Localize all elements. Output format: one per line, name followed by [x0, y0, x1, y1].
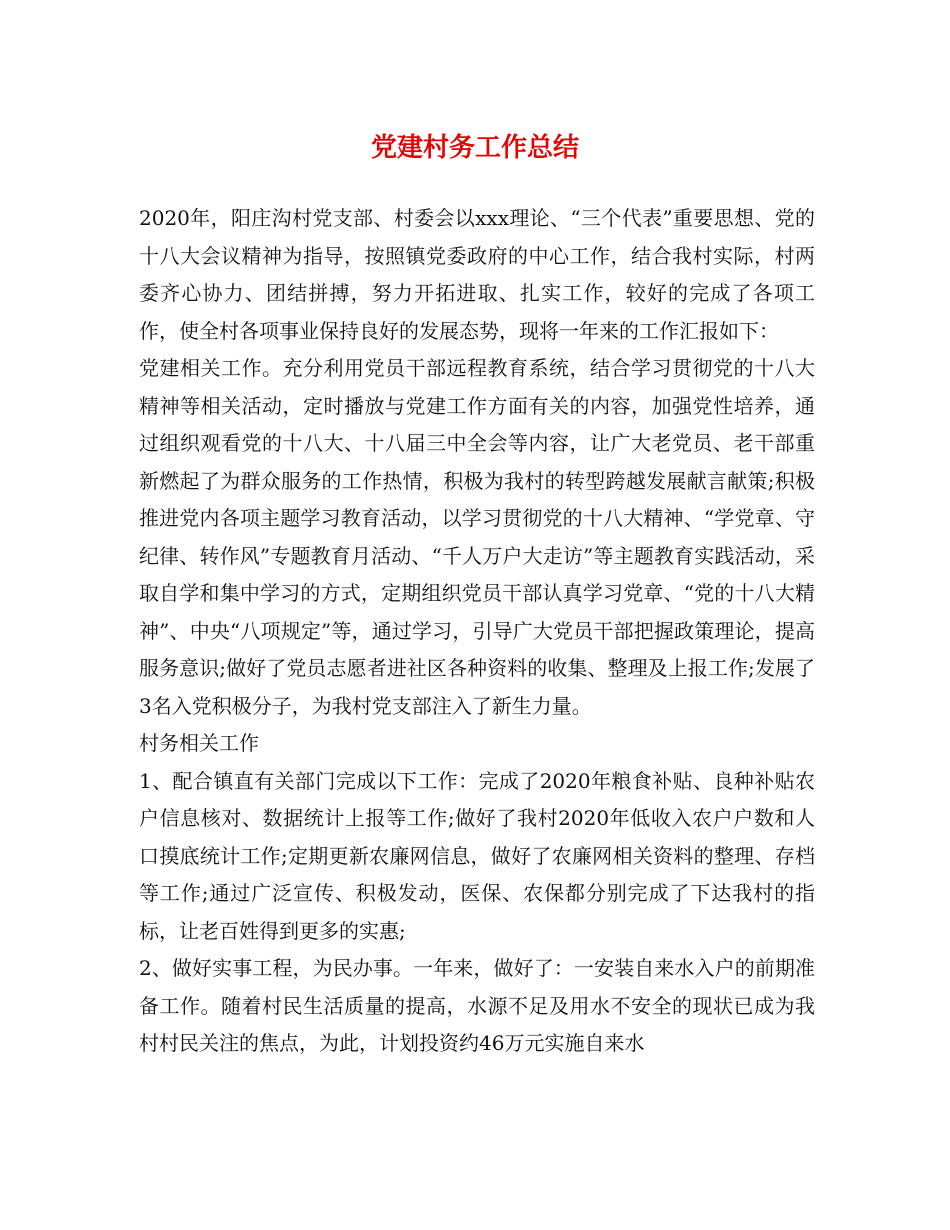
paragraph-party-building: 党建相关工作。充分利用党员干部远程教育系统，结合学习贯彻党的十八大精神等相关活动，定时播放与党建工作方面有关的内容，加强党性培养，通过组织观看党的十八大、十八届三中全会等内容，让广大老党员、老干部重新燃起了为群众服务的工作热情，积极为我村的转型跨越发展献言献策;积极推进党内各项主题学习教育活动，以学习贯彻党的十八大精神、“学党章、守纪律、转作风”专题教育月活动、“千人万户大走访”等主题教育实践活动，采取自学和集中学习的方式，定期组织党员干部认真学习党章、“党的十八大精神”、中央“八项规定”等，通过学习，引导广大党员干部把握政策理论，提高服务意识;做好了党员志愿者进社区各种资料的收集、整理及上报工作;发展了3名入党积极分子，为我村党支部注入了新生力量。: [139, 356, 815, 718]
paragraph-item-1: 1、配合镇直有关部门完成以下工作：完成了2020年粮食补贴、良种补贴农户信息核对、数据统计上报等工作;做好了我村2020年低收入农户户数和人口摸底统计工作;定期更新农廉网信息，做好了农廉网相关资料的整理、存档等工作;通过广泛宣传、积极发动，医保、农保都分别完成了下达我村的指标，让老百姓得到更多的实惠;: [139, 768, 815, 943]
document-body: [139, 200, 815, 1063]
section-heading-village-affairs: 村务相关工作: [139, 731, 259, 755]
paragraph-item-2: 2、做好实事工程，为民办事。一年来，做好了：一安装自来水入户的前期准备工作。随着村民生活质量的提高，水源不足及用水不安全的现状已成为我村村民关注的焦点，为此，计划投资约46万元实施自来水: [139, 956, 815, 1055]
paragraph-intro: 2020年，阳庄沟村党支部、村委会以xxx理论、“三个代表”重要思想、党的十八大会议精神为指导，按照镇党委政府的中心工作，结合我村实际，村两委齐心协力、团结拼搏，努力开拓进取、扎实工作，较好的完成了各项工作，使全村各项事业保持良好的发展态势，现将一年来的工作汇报如下：: [139, 206, 815, 343]
document-title: 党建村务工作总结: [370, 133, 579, 163]
